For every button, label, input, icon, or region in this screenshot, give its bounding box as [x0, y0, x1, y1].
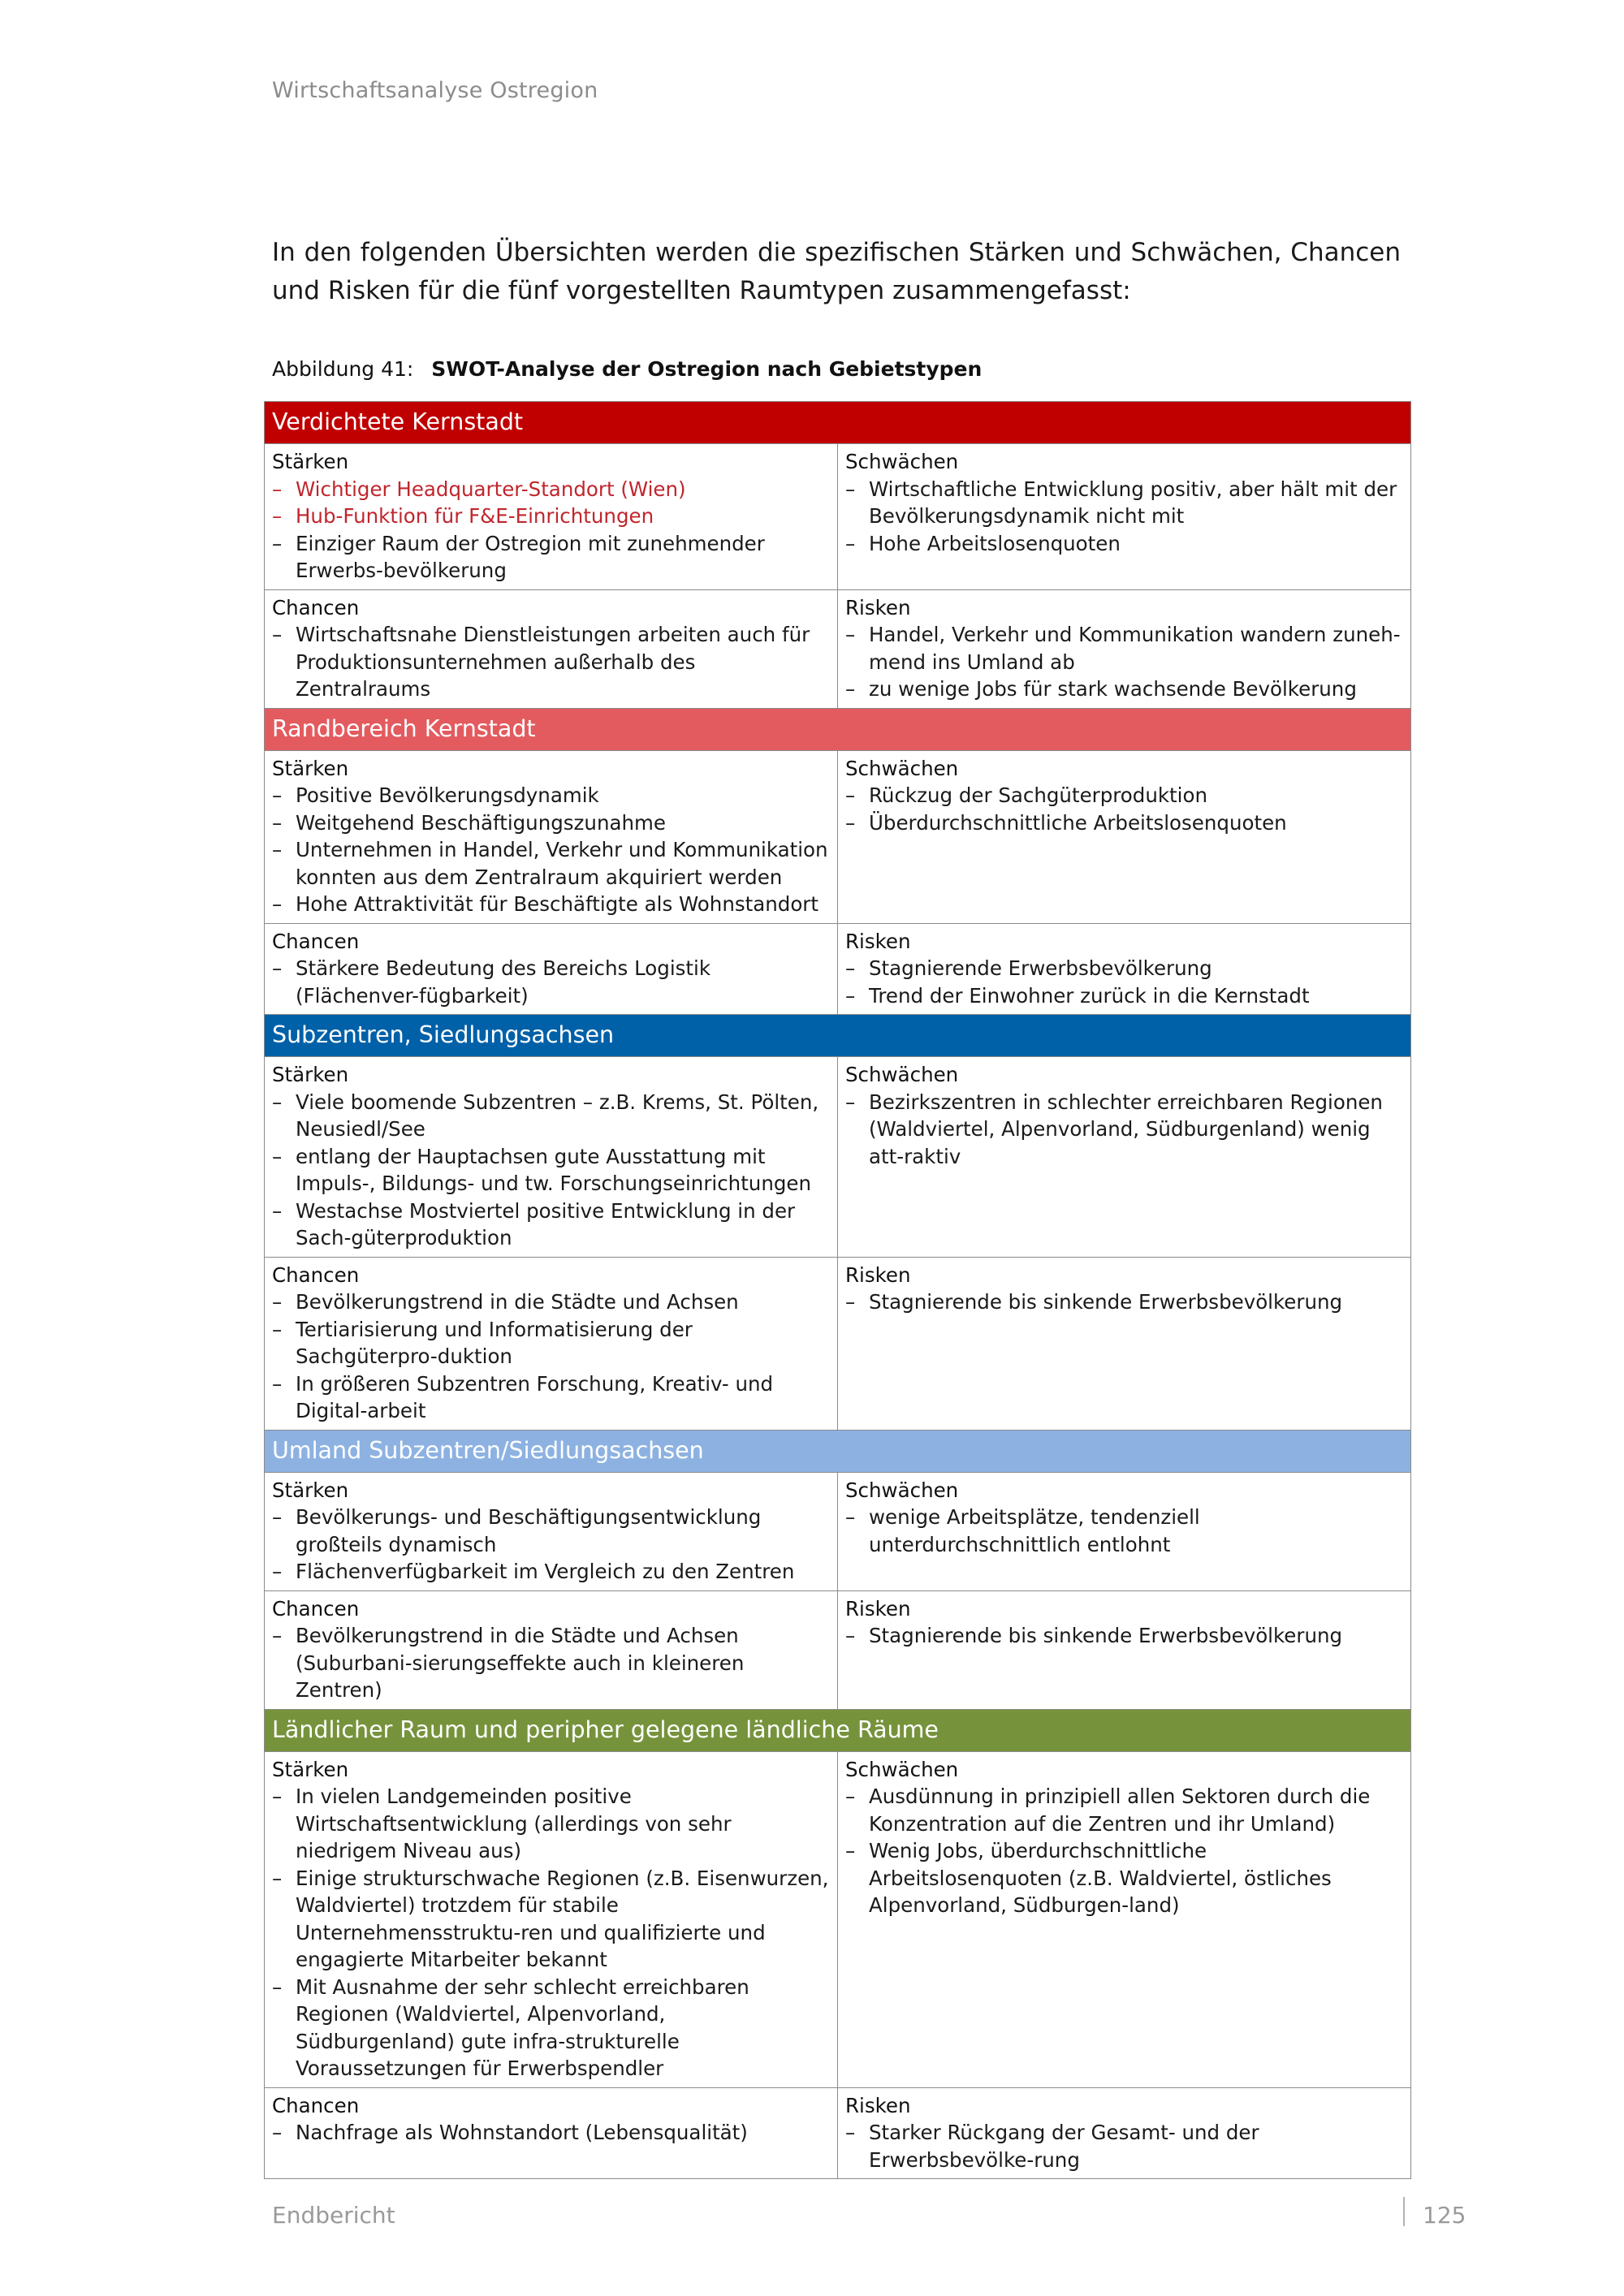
strengths-list [272, 1504, 830, 1586]
list-item: – Weitgehend Beschäftigungszunahme [272, 809, 830, 837]
list-item: – Trend der Einwohner zurück in die Kernstadt [845, 982, 1403, 1010]
list-item: – Bevölkerungs- und Beschäftigungsentwicklung großteils dynamisch [272, 1504, 830, 1558]
list-item: – Einziger Raum der Ostregion mit zunehmender Erwerbs-bevölkerung [272, 530, 830, 585]
risks-list [845, 2119, 1403, 2173]
list-item: – Ausdünnung in prinzipiell allen Sektoren durch die Konzentration auf die Zentren und ihr Umland) [845, 1783, 1403, 1837]
strengths-list [272, 476, 830, 585]
list-item: – Nachfrage als Wohnstandort (Lebensqualität) [272, 2119, 830, 2147]
section-header-row [265, 1015, 1411, 1057]
figure-title: SWOT-Analyse der Ostregion nach Gebietstypen [431, 357, 983, 381]
section-header-row [265, 402, 1411, 444]
chances-label: Chancen [272, 1262, 360, 1287]
list-item: – Stagnierende Erwerbsbevölkerung [845, 955, 1403, 982]
weaknesses-label: Schwächen [845, 756, 959, 780]
strengths-cell [265, 444, 838, 590]
strengths-label: Stärken [272, 1063, 349, 1086]
weaknesses-list [845, 476, 1403, 558]
risks-label: Risken [845, 1262, 911, 1287]
weaknesses-list [845, 782, 1403, 836]
weaknesses-list [845, 1089, 1403, 1171]
strengths-cell [265, 1751, 838, 2087]
intro-paragraph: In den folgenden Übersichten werden die spezifischen Stärken und Schwächen, Chancen und Risken für die fünf vorgestellten Raumtypen zusammengefasst: [272, 238, 1401, 305]
risks-cell [838, 923, 1411, 1015]
chances-label: Chancen [272, 929, 360, 953]
swot-row [265, 444, 1411, 590]
list-item: – Bevölkerungstrend in die Städte und Achsen [272, 1288, 830, 1316]
risks-label: Risken [845, 595, 911, 619]
list-item: – In vielen Landgemeinden positive Wirtschaftsentwicklung (allerdings von sehr niedrigem Niveau aus) [272, 1783, 830, 1865]
swot-row [265, 750, 1411, 923]
weaknesses-cell [838, 1472, 1411, 1590]
list-item: – Hohe Attraktivität für Beschäftigte als Wohnstandort [272, 891, 830, 918]
figure-caption [272, 357, 982, 381]
strengths-label: Stärken [272, 450, 349, 473]
list-item: – Stärkere Bedeutung des Bereichs Logistik (Flächenver-fügbarkeit) [272, 955, 830, 1009]
strengths-label: Stärken [272, 756, 349, 780]
section-title: Umland Subzentren/Siedlungsachsen [265, 1430, 1411, 1472]
risks-list [845, 1288, 1403, 1316]
swot-row [265, 1751, 1411, 2087]
list-item: – Tertiarisierung und Informatisierung der Sachgüterpro-duktion [272, 1316, 830, 1370]
list-item: – Unternehmen in Handel, Verkehr und Kommunikation konnten aus dem Zentralraum akquiriert werden [272, 836, 830, 891]
swot-row [265, 1257, 1411, 1430]
strengths-label: Stärken [272, 1478, 349, 1502]
risks-list [845, 955, 1403, 1009]
list-item: – Wirtschaftsnahe Dienstleistungen arbeiten auch für Produktionsunternehmen außerhalb des Zentralraums [272, 621, 830, 703]
running-header: Wirtschaftsanalyse Ostregion [272, 78, 598, 103]
swot-row [265, 1057, 1411, 1258]
chances-cell [265, 923, 838, 1015]
list-item: – Wirtschaftliche Entwicklung positiv, aber hält mit der Bevölkerungsdynamik nicht mit [845, 476, 1403, 530]
risks-cell [838, 1257, 1411, 1430]
list-item: – zu wenige Jobs für stark wachsende Bevölkerung [845, 675, 1403, 703]
weaknesses-list [845, 1783, 1403, 1919]
risks-cell [838, 2087, 1411, 2179]
strengths-list [272, 1783, 830, 2082]
chances-list [272, 621, 830, 703]
chances-cell [265, 589, 838, 708]
list-item: – Stagnierende bis sinkende Erwerbsbevölkerung [845, 1622, 1403, 1650]
list-item: – Überdurchschnittliche Arbeitslosenquoten [845, 809, 1403, 837]
list-item: – Bezirkszentren in schlechter erreichbaren Regionen (Waldviertel, Alpenvorland, Südburgenland) wenig att-raktiv [845, 1089, 1403, 1171]
list-item: – Flächenverfügbarkeit im Vergleich zu den Zentren [272, 1558, 830, 1586]
weaknesses-label: Schwächen [845, 450, 959, 473]
risks-list [845, 1622, 1403, 1650]
chances-label: Chancen [272, 1596, 360, 1621]
swot-row [265, 1590, 1411, 1709]
list-item: – wenige Arbeitsplätze, tendenziell unterdurchschnittlich entlohnt [845, 1504, 1403, 1558]
strengths-cell [265, 1472, 838, 1590]
strengths-cell [265, 1057, 838, 1258]
risks-label: Risken [845, 2093, 911, 2117]
strengths-list [272, 1089, 830, 1252]
list-item: – Westachse Mostviertel positive Entwicklung in der Sach-güterproduktion [272, 1198, 830, 1252]
risks-label: Risken [845, 1596, 911, 1621]
section-title: Subzentren, Siedlungsachsen [265, 1015, 1411, 1057]
list-item: – Stagnierende bis sinkende Erwerbsbevölkerung [845, 1288, 1403, 1316]
chances-label: Chancen [272, 595, 360, 619]
list-item: – Hub-Funktion für F&E-Einrichtungen [272, 503, 830, 530]
risks-cell [838, 1590, 1411, 1709]
weaknesses-list [845, 1504, 1403, 1558]
strengths-cell [265, 750, 838, 923]
swot-row [265, 2087, 1411, 2179]
list-item: – Bevölkerungstrend in die Städte und Achsen (Suburbani-sierungseffekte auch in kleineren Zentren) [272, 1622, 830, 1704]
chances-list [272, 2119, 830, 2147]
weaknesses-label: Schwächen [845, 1478, 959, 1502]
footer-report-label: Endbericht [272, 2202, 395, 2229]
footer-divider [1403, 2197, 1405, 2226]
list-item: – In größeren Subzentren Forschung, Kreativ- und Digital-arbeit [272, 1370, 830, 1425]
list-item: – Rückzug der Sachgüterproduktion [845, 782, 1403, 809]
weaknesses-cell [838, 1751, 1411, 2087]
swot-row [265, 1472, 1411, 1590]
chances-list [272, 1288, 830, 1425]
figure-number: Abbildung 41: [272, 357, 414, 381]
swot-row [265, 589, 1411, 708]
list-item: – entlang der Hauptachsen gute Ausstattung mit Impuls-, Bildungs- und tw. Forschungseinrichtungen [272, 1143, 830, 1198]
section-header-row [265, 708, 1411, 750]
page-number: 125 [1423, 2202, 1466, 2229]
risks-list [845, 621, 1403, 703]
list-item: – Starker Rückgang der Gesamt- und der Erwerbsbevölke-rung [845, 2119, 1403, 2173]
list-item: – Handel, Verkehr und Kommunikation wandern zuneh-mend ins Umland ab [845, 621, 1403, 675]
strengths-label: Stärken [272, 1757, 349, 1781]
section-header-row [265, 1709, 1411, 1751]
list-item: – Viele boomende Subzentren – z.B. Krems, St. Pölten, Neusiedl/See [272, 1089, 830, 1143]
list-item: – Mit Ausnahme der sehr schlecht erreichbaren Regionen (Waldviertel, Alpenvorland, Südburgenland) gute infra-strukturelle Voraussetzungen für Erwerbspendler [272, 1974, 830, 2082]
strengths-list [272, 782, 830, 918]
chances-list [272, 1622, 830, 1704]
weaknesses-label: Schwächen [845, 1063, 959, 1086]
swot-table [264, 401, 1411, 2179]
chances-list [272, 955, 830, 1009]
chances-cell [265, 1257, 838, 1430]
section-title: Verdichtete Kernstadt [265, 402, 1411, 444]
chances-cell [265, 2087, 838, 2179]
chances-cell [265, 1590, 838, 1709]
list-item: – Wenig Jobs, überdurchschnittliche Arbeitslosenquoten (z.B. Waldviertel, östliches Alpenvorland, Südburgen-land) [845, 1837, 1403, 1919]
list-item: – Einige strukturschwache Regionen (z.B. Eisenwurzen, Waldviertel) trotzdem für stabile Unternehmensstruktu-ren und qualifizierte und engagierte Mitarbeiter bekannt [272, 1865, 830, 1974]
weaknesses-cell [838, 444, 1411, 590]
risks-label: Risken [845, 929, 911, 953]
weaknesses-label: Schwächen [845, 1757, 959, 1781]
section-header-row [265, 1430, 1411, 1472]
swot-row [265, 923, 1411, 1015]
section-title: Ländlicher Raum und peripher gelegene ländliche Räume [265, 1709, 1411, 1751]
list-item: – Wichtiger Headquarter-Standort (Wien) [272, 476, 830, 503]
section-title: Randbereich Kernstadt [265, 708, 1411, 750]
weaknesses-cell [838, 750, 1411, 923]
list-item: – Positive Bevölkerungsdynamik [272, 782, 830, 809]
chances-label: Chancen [272, 2093, 360, 2117]
weaknesses-cell [838, 1057, 1411, 1258]
list-item: – Hohe Arbeitslosenquoten [845, 530, 1403, 558]
risks-cell [838, 589, 1411, 708]
